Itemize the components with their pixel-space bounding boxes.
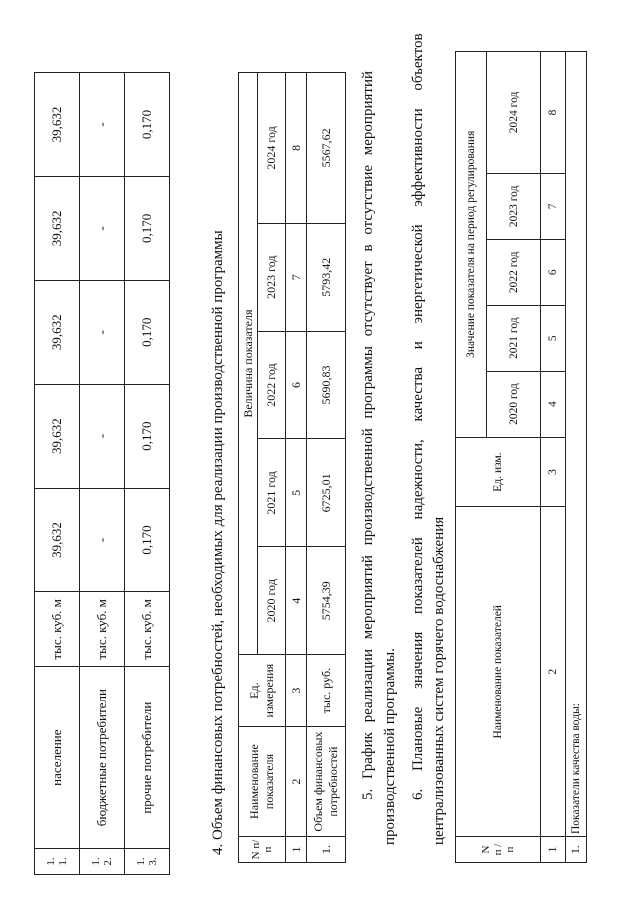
header-name: Наименование показателя bbox=[239, 727, 286, 837]
section5-text: 5. График реализации мероприятий производственной программы отсутствует в отсутствие мероприятий bbox=[360, 71, 376, 800]
value-cell: 0,170 bbox=[125, 280, 170, 384]
index-cell: 5 bbox=[541, 305, 566, 371]
index-row bbox=[541, 52, 566, 863]
row-name: Объем финансовых потребностей bbox=[307, 727, 346, 837]
value-cell: 0,170 bbox=[125, 384, 170, 488]
section-row-label: Показатели качества воды: bbox=[566, 52, 587, 837]
year-header: 2021 год bbox=[258, 439, 286, 547]
header-group: Значение показателя на период регулирования bbox=[456, 52, 487, 438]
index-cell: 5 bbox=[286, 439, 307, 547]
row-name: население bbox=[35, 667, 80, 849]
value-cell: 39,632 bbox=[35, 73, 80, 177]
value-cell: 5690,83 bbox=[307, 331, 346, 439]
index-cell: 7 bbox=[541, 173, 566, 239]
table-row bbox=[80, 73, 125, 875]
index-cell: 2 bbox=[541, 507, 566, 837]
financial-needs-table bbox=[238, 72, 346, 863]
header-number: N п / п bbox=[456, 837, 541, 863]
header-unit: Ед. измерения bbox=[239, 655, 286, 727]
value-cell: 5754,39 bbox=[307, 547, 346, 655]
index-cell: 3 bbox=[286, 655, 307, 727]
index-cell: 6 bbox=[286, 331, 307, 439]
row-unit: тыс. куб. м bbox=[35, 592, 80, 667]
row-name: прочие потребители bbox=[125, 667, 170, 849]
value-cell: 39,632 bbox=[35, 384, 80, 488]
year-header: 2023 год bbox=[487, 173, 541, 239]
year-header: 2021 год bbox=[487, 305, 541, 371]
value-cell: - bbox=[80, 73, 125, 177]
row-name: бюджетные потребители bbox=[80, 667, 125, 849]
row-unit: тыс. руб. bbox=[307, 655, 346, 727]
value-cell: 39,632 bbox=[35, 280, 80, 384]
row-number: 1. 2. bbox=[80, 849, 125, 875]
index-cell: 8 bbox=[286, 73, 307, 224]
year-header: 2020 год bbox=[487, 371, 541, 437]
year-header: 2022 год bbox=[258, 331, 286, 439]
section5-text-cont: производственной программы. bbox=[382, 647, 398, 845]
index-cell: 7 bbox=[286, 223, 307, 331]
index-row bbox=[286, 73, 307, 863]
table-row bbox=[566, 52, 587, 863]
row-number: 1. bbox=[307, 837, 346, 863]
row-number: 1. 1. bbox=[35, 849, 80, 875]
index-cell: 4 bbox=[541, 371, 566, 437]
section4-title: 4. Объем финансовых потребностей, необходимых для реализации производственной программы bbox=[210, 230, 226, 855]
header-unit: Ед. изм. bbox=[456, 437, 541, 507]
index-cell: 3 bbox=[541, 437, 566, 507]
consumption-table bbox=[34, 72, 170, 875]
header-number: N п/ п bbox=[239, 837, 286, 863]
row-number: 1. bbox=[566, 837, 587, 863]
index-cell: 1 bbox=[541, 837, 566, 863]
value-cell: 5567,62 bbox=[307, 73, 346, 224]
index-cell: 8 bbox=[541, 52, 566, 174]
header-group: Величина показателя bbox=[239, 73, 258, 655]
year-header: 2022 год bbox=[487, 239, 541, 305]
rotated-document-page bbox=[0, 25, 600, 875]
index-cell: 1 bbox=[286, 837, 307, 863]
header-name: Наименование показателей bbox=[456, 507, 541, 837]
value-cell: 0,170 bbox=[125, 73, 170, 177]
value-cell: - bbox=[80, 176, 125, 280]
year-header: 2023 год bbox=[258, 223, 286, 331]
value-cell: 6725,01 bbox=[307, 439, 346, 547]
table-row bbox=[125, 73, 170, 875]
year-header: 2024 год bbox=[487, 52, 541, 174]
index-cell: 6 bbox=[541, 239, 566, 305]
value-cell: 39,632 bbox=[35, 176, 80, 280]
year-header: 2024 год bbox=[258, 73, 286, 224]
year-header: 2020 год bbox=[258, 547, 286, 655]
row-number: 1. 3. bbox=[125, 849, 170, 875]
index-cell: 2 bbox=[286, 727, 307, 837]
table-row bbox=[35, 73, 80, 875]
value-cell: - bbox=[80, 384, 125, 488]
value-cell: 0,170 bbox=[125, 488, 170, 592]
value-cell: 39,632 bbox=[35, 488, 80, 592]
table-row bbox=[307, 73, 346, 863]
value-cell: - bbox=[80, 280, 125, 384]
section6-title-cont: централизованных систем горячего водоснабжения bbox=[431, 516, 447, 845]
value-cell: 5793,42 bbox=[307, 223, 346, 331]
row-unit: тыс. куб. м bbox=[125, 592, 170, 667]
row-unit: тыс. куб. м bbox=[80, 592, 125, 667]
value-cell: 0,170 bbox=[125, 176, 170, 280]
index-cell: 4 bbox=[286, 547, 307, 655]
section6-title: 6. Плановые значения показателей надежности, качества и энергетической эффективности объектов bbox=[410, 33, 426, 800]
value-cell: - bbox=[80, 488, 125, 592]
quality-indicators-table bbox=[455, 51, 587, 863]
